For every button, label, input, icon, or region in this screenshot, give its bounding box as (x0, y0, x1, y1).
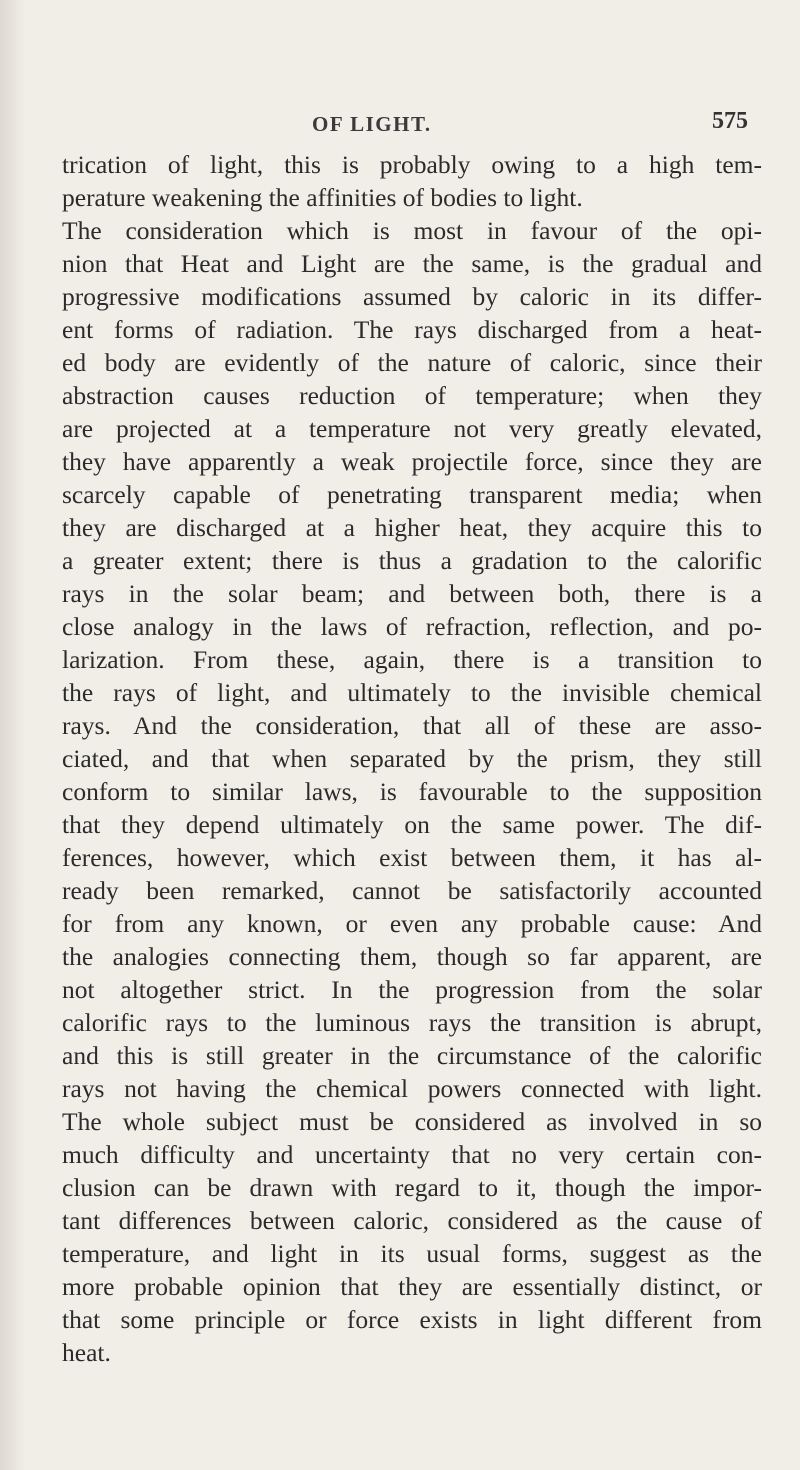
text-line: heat. (62, 1338, 111, 1367)
text-line: ent forms of radiation. The rays discharged from a heat- (62, 315, 762, 344)
text-line: they are discharged at a higher heat, they acquire this to (62, 513, 762, 542)
text-line: a greater extent; there is thus a gradation to the calorific (62, 546, 762, 575)
text-line: not altogether strict. In the progression from the solar (62, 975, 762, 1004)
text-line: much difficulty and uncertainty that no very certain con- (62, 1140, 762, 1169)
text-line: progressive modifications assumed by caloric in its differ- (62, 282, 762, 311)
page-number: 575 (712, 108, 748, 134)
text-line: and this is still greater in the circumstance of the calorific (62, 1041, 762, 1070)
text-line: abstraction causes reduction of temperature; when they (62, 381, 762, 410)
text-line: ready been remarked, cannot be satisfactorily accounted (62, 876, 762, 905)
text-line: The consideration which is most in favour of the opi- (62, 216, 762, 245)
text-line: rays not having the chemical powers connected with light. (62, 1074, 762, 1103)
text-line: clusion can be drawn with regard to it, though the impor- (62, 1173, 762, 1202)
text-line: larization. From these, again, there is a transition to (62, 645, 762, 674)
text-line: calorific rays to the luminous rays the transition is abrupt, (62, 1008, 762, 1037)
text-line: ed body are evidently of the nature of caloric, since their (62, 348, 762, 377)
text-line: that some principle or force exists in light different from (62, 1305, 762, 1334)
text-line: tant differences between caloric, considered as the cause of (62, 1206, 762, 1235)
text-line: the rays of light, and ultimately to the invisible chemical (62, 678, 762, 707)
text-line: scarcely capable of penetrating transparent media; when (62, 480, 762, 509)
text-line: ferences, however, which exist between them, it has al- (62, 843, 762, 872)
text-line: close analogy in the laws of refraction, reflection, and po- (62, 612, 762, 641)
text-line: conform to similar laws, is favourable to the supposition (62, 777, 762, 806)
text-line: are projected at a temperature not very greatly elevated, (62, 414, 762, 443)
body-text (62, 148, 762, 1369)
text-line: temperature, and light in its usual forms, suggest as the (62, 1239, 762, 1268)
text-line: rays. And the consideration, that all of these are asso- (62, 711, 762, 740)
text-line: they have apparently a weak projectile force, since they are (62, 447, 762, 476)
running-head (62, 108, 762, 142)
text-line: The whole subject must be considered as involved in so (62, 1107, 762, 1136)
text-line: the analogies connecting them, though so far apparent, are (62, 942, 762, 971)
text-line: ciated, and that when separated by the prism, they still (62, 744, 762, 773)
text-line: trication of light, this is probably owing to a high tem- (62, 150, 762, 179)
text-line: rays in the solar beam; and between both, there is a (62, 579, 762, 608)
text-line: for from any known, or even any probable cause: And (62, 909, 762, 938)
text-line: perature weakening the affinities of bodies to light. (62, 183, 583, 212)
text-line: that they depend ultimately on the same power. The dif- (62, 810, 762, 839)
text-line: nion that Heat and Light are the same, is the gradual and (62, 249, 762, 278)
running-title: OF LIGHT. (312, 112, 432, 136)
binding-shadow (0, 0, 26, 1470)
text-line: more probable opinion that they are essentially distinct, or (62, 1272, 762, 1301)
